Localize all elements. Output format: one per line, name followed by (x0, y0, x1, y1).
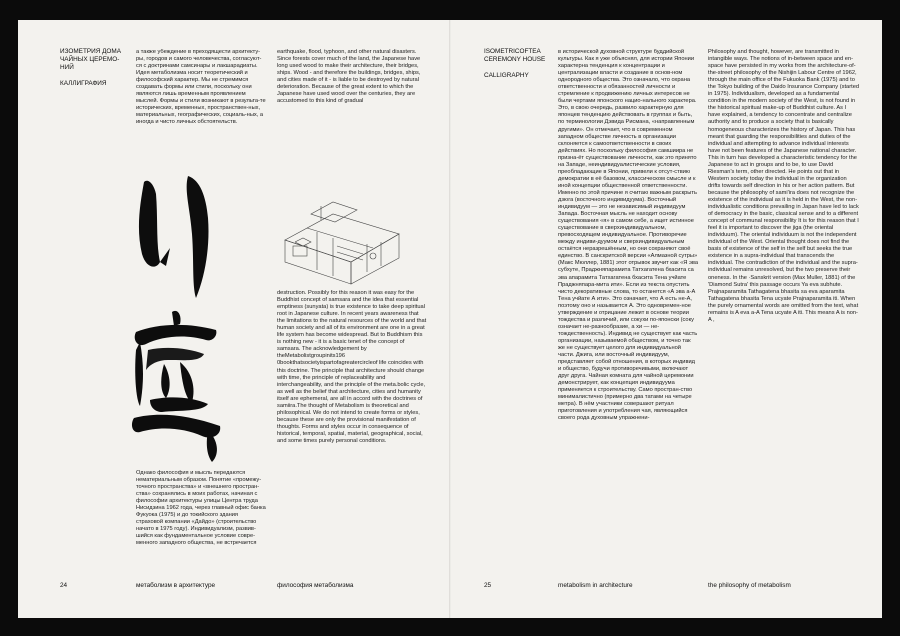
left-col2-top-text (277, 49, 427, 189)
calligraphy-ink-icon (126, 174, 226, 464)
isometric-house-icon (277, 200, 407, 285)
right-header-title-line: CEREMONY HOUSE (484, 56, 546, 63)
right-col2-text (708, 49, 860, 573)
paragraph: Однако философия и мысль передаются нематериальным образом. Понятие «промежу-точного пространства» и «внешнего простран-ства» сохранялись в моих работах, начиная с философии архитектуры улицы Центра труда Нисидзина 1962 года, через главный офис банка Фукуока (1975) и до токийского здания страховой компании «Дайдо» (строительство начато в 1975 году). Индивидуализм, развив-шийся как фундаментальное условие совре-менного западного общества, не встречается (136, 470, 266, 547)
left-col2-bottom-text (277, 290, 427, 575)
paragraph: earthquake, flood, typhoon, and other natural disasters. Since forests cover much of the land, the Japanese have long used wood to make their architecture, their bridges, ships. Wood - and therefore the buildings, bridges, ships, and cities made of it - is liable to be destroyed by natural deterioration. Because of the great extent to which the Japanese have used wood over the centuries, they are accustomed to this kind of gradual (277, 49, 421, 105)
left-header-title-line: НИЙ (60, 64, 74, 71)
paragraph: Philosophy and thought, however, are transmitted in intangible ways. The notions of in-between space and en-space have persisted in my works from the architecture-of-the-street philosophy of the Nishijin Labour Centre of 1962, through the main office of the Fukuoka Bank (1975) and to the Tokyo building of the Daido Insurance Company (started in 1975). Individualism, developed as a fundamental condition in the modern society of the West, is not found in the historical spiritual make-up of Buddhist culture. As I have explained, a tendency to concentrate and centralize authority and to produce a society that is basically homogeneous characterizes the history of Japan. This has meant that guarding the responsibilities and duties of the individual and attempting to advance individual interests have not been features of the Japanese national character. This in turn has developed a characteristic tendency for the Japanese to act in groups and to be, to use David Riesman's term, other directed. He points out that in Western society today the individual in the organization drifts towards self direction in his or her action pattern. But because the philosophy of sami'ira does not recognize the existence of the individual as it is held in the West, the non-individualistic conditions prevailing in Japan have led to lack of democracy in the basic, classical sense and to a different concept of communal responsibility It is for this reason that I feel it is important to discover the jiga (the oriental individuum). The oriental individuum is not the independent individual of the West. Oriental thought does not find the basis of existence of the self in the self but seeks the true existence in a supra-individual that transcends the individual. The contradiction of the individual and the supra-individual remains unresolved, but the two preserve their oneness. In the ·Sanskrit version (Max Muller, 1881) of the 'Diamond Sutra' this passage occurs Ya eva subhute. Prajnaparamita Tathagatena bhasita sa eva aparamita Tathagatena bhasita Tena ucyate Prajnaparamita iti. When the purely ornamental words are omitted from the text, what remains is A eva a-A Tena ucyate A iti. This means A is non-A , (708, 49, 860, 323)
right-footer-section: metabolism in architecture (558, 582, 633, 589)
isometric-drawing (277, 200, 407, 285)
paragraph: а также убеждение в преходящести архитекту-ры, городов и самого человечества, согласуют-ся с доктринами самсинары и лакшарадиаты. Идея метаболизма носит теоретический и философский характер. Мы не стремимся создавать формы или стили, поскольку они являются лишь временным проявлением мыслей. Формы и стили возникают в результа-те исторических, временных, пространствен-ных, материальных, географических, социаль-ных, а иногда и чисто личных обстоятельств. (136, 49, 266, 126)
right-header-subtitle: CALLIGRAPHY (484, 72, 529, 79)
left-header-title-line: ЧАЙНЫХ ЦЕРЕМО- (60, 56, 120, 63)
right-header (484, 48, 554, 80)
right-header-title-line: ISOMETRICOFTEA (484, 48, 541, 55)
left-footer-title: философия метаболизма (277, 582, 354, 589)
right-footer-title: the philosophy of metabolism (708, 582, 791, 589)
left-col1-bottom-text (136, 470, 266, 572)
right-page-number: 25 (484, 582, 492, 589)
magazine-spread (18, 20, 882, 618)
left-header-subtitle: КАЛЛИГРАФИЯ (60, 80, 107, 87)
paragraph: destruction. Possibly for this reason it was easy for the Buddhist concept of samsara and the idea that essential emptiness (sunyata) is true existence to take deep spiritual root in Japanese culture. In recent years awareness that the limitations to the natural resources of the world and that human society and all of its environment are one in a great life system has become widespread. But to Buddhism this is nothing new - it is a basic tenet of the concept of samsara. The acknowledgement by theMetabolistgroupinits196 0bookthatsocietyispartofagreatercircleof life coincides with this doctrine. The principle that architecture should change with time, the principle of replaceability and interchangeability, and the principle of the meta.bolic cycle, as well as the belief that architecture, cities and humanity itself are ephemeral, are all in accord with the doctrines of samiira.The thought of Metabolism is theoretical and philosophical. We do not intend to create forms or styles, because these are only the provisional manifestation of thoughts. Forms and styles occur in consequence of historical, temporal, spatial, material, geographical, social, and some times purely personal conditions. (277, 290, 427, 444)
left-header (60, 48, 140, 88)
paragraph: в исторической духовной структуре буддийской культуры. Как я уже объяснял, для истории Японии характерна тенденция к концентрации и централизации власти и создание в основ-ном однородного общества. Это означало, что охрана ответственности и обязанностей личности и стремление к продвижению личных интересов не были чертами японского нацио-нального характера. Это, в свою очередь, развило характерную для японцев тенденцию действовать в группах и быть, по терминологии Дэвида Рисмана, «направленным другими». Он отмечает, что в современном западном обществе личность в организации склоняется к самоответственности в своих действиях. Но поскольку философия самшиира не призна-ёт существование личности, как это принято на Западе, неиндивидуалистические условия, преобладающие в Японии, привели к отсут-ствию демократии в её базовом, классическом смысле и к иной концепции общественной ответственности. Именно по этой причине я считаю важным раскрыть дзюга (восточного индивидуума). Восточный индивидуум — это не независимый индивидуум Запада. Восточная мысль не находит основу существования «я» в самом себе, а ищет истинное существование в сверхиндивидуальном, превосходящем индивидуальное. Противоречие между индиви-дуумом и сверхиндивидуальным остаётся неразрешённым, но они сохраняют своё единство. В санскритской версии «Алмазной сутры» (Макс Мюллер, 1881) этот отрывок звучит как «Я эва субхуте, Праджняпарамита Татхагатена бхасита са эва апарамита Татхагатена бхасита Тена учйате Праджняпара-мита ити». Если из текста опустить чисто декоративные слова, то останется «А эва а-А Тена учйате А ити». Это означает, что А есть не-А, поэтому оно и называется А. Это одновремен-ное утверждение и отрицание лежит в основе теории тождества и различий, или сокухи по-японски (соку означает не-разнообразие, а хи — не-тождественность). Индивид не существует как часть организации, называемой обществом, и точно так же не существует целого для индивидуальной части. Джига, или восточный индивидуум, представляет собой отношения, в которых индивид и общество, будучи противоречивыми, включают друг друга. Чайная комната для чайной церемонии демонстрирует, как концепция индивидуума применяется к строительству. Само простран-ство минималистично (примерно два татами на четыре метра). В нём участники совершают ритуал приготовления и употребления чая, являющийся своего рода духовным упражнени- (558, 49, 698, 422)
calligraphy-artwork (126, 174, 226, 464)
spread-gutter (449, 20, 451, 618)
left-footer-section: метаболизм в архитектуре (136, 582, 216, 589)
left-header-title-line: ИЗОМЕТРИЯ ДОМА (60, 48, 121, 55)
right-col1-text (558, 49, 698, 573)
left-col1-top-text (136, 49, 266, 175)
left-page-number: 24 (60, 582, 68, 589)
